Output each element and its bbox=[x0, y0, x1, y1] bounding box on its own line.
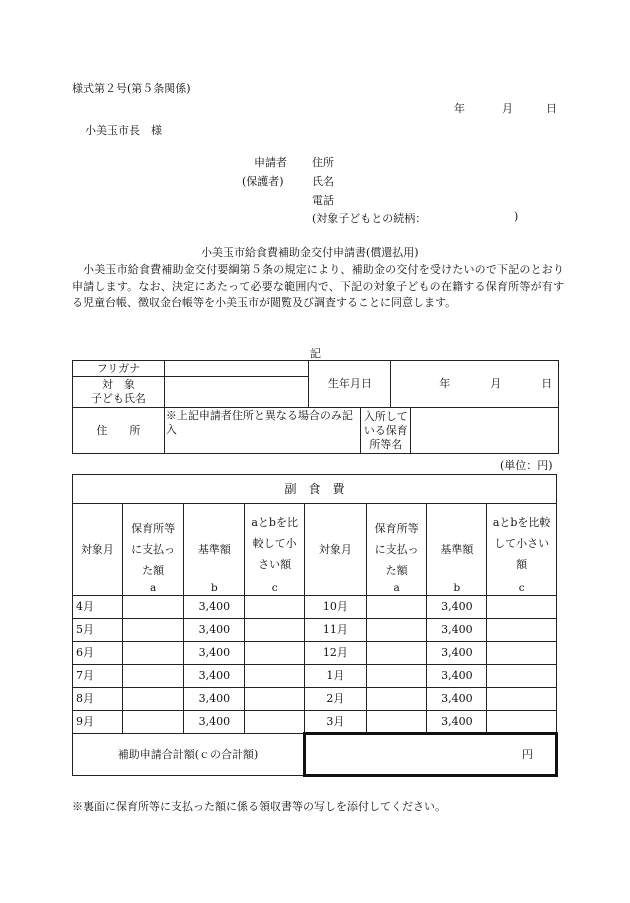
table-row bbox=[73, 619, 557, 642]
total-label: 補助申請合計額(ｃの合計額) bbox=[73, 734, 305, 776]
birthdate-label: 生年月日 bbox=[309, 361, 391, 408]
col-compare-left bbox=[245, 504, 305, 596]
child-name-label-line2: 子ども氏名 bbox=[90, 392, 146, 405]
date-month-label: 月 bbox=[502, 102, 513, 115]
applicant-role: 申請者 bbox=[254, 156, 287, 169]
table-row bbox=[73, 642, 557, 665]
child-name-label bbox=[73, 377, 165, 408]
col-paid-left-text: 保育所等に支払った額 bbox=[131, 522, 176, 577]
child-name-label-line1: 対 象 bbox=[101, 378, 135, 391]
row-standard-right: 3,400 bbox=[427, 642, 487, 665]
birthdate-field[interactable] bbox=[391, 361, 559, 408]
row-paid-left[interactable] bbox=[122, 619, 184, 642]
col-standard-right bbox=[427, 504, 487, 596]
applicant-relation-label: (対象子どもとの続柄： bbox=[312, 212, 427, 225]
furigana-field[interactable] bbox=[164, 361, 309, 377]
row-compare-right[interactable] bbox=[487, 665, 557, 688]
row-standard-left: 3,400 bbox=[184, 665, 245, 688]
row-month-right: 12月 bbox=[305, 642, 367, 665]
row-compare-right[interactable] bbox=[487, 596, 557, 619]
row-paid-right[interactable] bbox=[366, 688, 427, 711]
col-standard-right-sub: b bbox=[453, 582, 461, 594]
total-amount-field[interactable] bbox=[305, 734, 557, 776]
table-row bbox=[73, 711, 557, 734]
row-month-left: 7月 bbox=[73, 665, 123, 688]
total-unit-label: 円 bbox=[522, 747, 533, 761]
row-standard-left: 3,400 bbox=[184, 619, 245, 642]
birth-year-label: 年 bbox=[439, 377, 451, 390]
row-standard-right: 3,400 bbox=[427, 619, 487, 642]
row-compare-left[interactable] bbox=[245, 619, 305, 642]
furigana-label: フリガナ bbox=[73, 361, 165, 377]
unit-note: (単位：円) bbox=[500, 459, 553, 472]
facility-name-label: 入所している保育所等名 bbox=[361, 408, 411, 454]
row-standard-left: 3,400 bbox=[184, 711, 245, 734]
col-standard-right-text: 基準額 bbox=[440, 542, 474, 556]
col-paid-left-sub: a bbox=[149, 582, 157, 594]
col-standard-left-text: 基準額 bbox=[197, 542, 231, 556]
row-month-right: 3月 bbox=[305, 711, 367, 734]
row-compare-right[interactable] bbox=[487, 688, 557, 711]
row-paid-left[interactable] bbox=[122, 711, 184, 734]
row-month-left: 9月 bbox=[73, 711, 123, 734]
col-month-right: 対象月 bbox=[305, 504, 367, 596]
row-standard-left: 3,400 bbox=[184, 688, 245, 711]
row-month-left: 8月 bbox=[73, 688, 123, 711]
row-standard-right: 3,400 bbox=[427, 711, 487, 734]
row-compare-left[interactable] bbox=[245, 596, 305, 619]
row-month-right: 2月 bbox=[305, 688, 367, 711]
document-title: 小美玉市給食費補助金交付申請書(償還払用) bbox=[201, 246, 419, 259]
child-address-field[interactable] bbox=[164, 408, 361, 454]
col-compare-right bbox=[487, 504, 557, 596]
footnote: ※裏面に保育所等に支払った額に係る領収書等の写しを添付してください。 bbox=[72, 800, 446, 813]
child-address-label: 住 所 bbox=[73, 408, 165, 454]
row-paid-right[interactable] bbox=[366, 642, 427, 665]
addressee: 小美玉市長 様 bbox=[85, 124, 162, 137]
row-compare-left[interactable] bbox=[245, 665, 305, 688]
row-month-left: 4月 bbox=[73, 596, 123, 619]
fee-table-heading: 副 食 費 bbox=[73, 475, 557, 504]
row-paid-left[interactable] bbox=[122, 688, 184, 711]
row-compare-right[interactable] bbox=[487, 619, 557, 642]
row-paid-left[interactable] bbox=[122, 596, 184, 619]
row-standard-right: 3,400 bbox=[427, 596, 487, 619]
birth-day-label: 日 bbox=[541, 377, 553, 390]
child-name-field[interactable] bbox=[164, 377, 309, 408]
applicant-phone-label: 電話 bbox=[312, 194, 334, 207]
row-compare-left[interactable] bbox=[245, 711, 305, 734]
col-compare-left-sub: c bbox=[271, 582, 278, 594]
col-standard-left bbox=[184, 504, 245, 596]
date-year-label: 年 bbox=[454, 102, 465, 115]
row-paid-right[interactable] bbox=[366, 596, 427, 619]
col-paid-right-sub: a bbox=[393, 582, 400, 594]
row-compare-right[interactable] bbox=[487, 642, 557, 665]
row-standard-right: 3,400 bbox=[427, 665, 487, 688]
col-paid-left bbox=[122, 504, 184, 596]
subsidy-fee-table bbox=[72, 474, 558, 777]
row-standard-right: 3,400 bbox=[427, 688, 487, 711]
row-compare-right[interactable] bbox=[487, 711, 557, 734]
row-compare-left[interactable] bbox=[245, 688, 305, 711]
table-row bbox=[73, 688, 557, 711]
row-standard-left: 3,400 bbox=[184, 596, 245, 619]
body-paragraph: 小美玉市給食費補助金交付要綱第５条の規定により、補助金の交付を受けたいので下記のとおり申請します。なお、決定にあたって必要な範囲内で、下記の対象子どもの在籍する保育所等が有する児童台帳、徴収金台帳等を小美玉市が閲覧及び調査することに同意します。 bbox=[72, 263, 564, 309]
col-compare-right-sub: c bbox=[518, 582, 525, 594]
applicant-info-table bbox=[72, 360, 559, 454]
applicant-role-sub: (保護者) bbox=[242, 175, 284, 188]
applicant-address-label: 住所 bbox=[312, 156, 334, 169]
row-month-left: 5月 bbox=[73, 619, 123, 642]
facility-name-field[interactable] bbox=[411, 408, 559, 454]
row-paid-left[interactable] bbox=[122, 642, 184, 665]
row-month-left: 6月 bbox=[73, 642, 123, 665]
col-standard-left-sub: b bbox=[211, 582, 218, 594]
ki-label: 記 bbox=[310, 347, 321, 360]
child-address-note: ※上記申請者住所と異なる場合のみ記入 bbox=[165, 409, 353, 436]
col-paid-right-text: 保育所等に支払った額 bbox=[374, 522, 419, 577]
row-paid-right[interactable] bbox=[366, 619, 427, 642]
col-compare-left-text: aとbを比較して小さい額 bbox=[251, 516, 298, 571]
row-month-right: 11月 bbox=[305, 619, 367, 642]
row-paid-left[interactable] bbox=[122, 665, 184, 688]
row-month-right: 10月 bbox=[305, 596, 367, 619]
applicant-name-label: 氏名 bbox=[312, 175, 334, 188]
form-number: 様式第２号(第５条関係) bbox=[72, 82, 191, 95]
col-month-left: 対象月 bbox=[73, 504, 123, 596]
table-row bbox=[73, 596, 557, 619]
col-paid-right bbox=[366, 504, 427, 596]
table-row bbox=[73, 665, 557, 688]
date-day-label: 日 bbox=[546, 102, 557, 115]
birth-month-label: 月 bbox=[490, 377, 502, 390]
row-standard-left: 3,400 bbox=[184, 642, 245, 665]
row-compare-left[interactable] bbox=[245, 642, 305, 665]
row-paid-right[interactable] bbox=[366, 665, 427, 688]
applicant-relation-close: ) bbox=[514, 210, 519, 223]
col-compare-right-text: aとbを比較して小さい額 bbox=[492, 516, 551, 571]
row-paid-right[interactable] bbox=[366, 711, 427, 734]
row-month-right: 1月 bbox=[305, 665, 367, 688]
